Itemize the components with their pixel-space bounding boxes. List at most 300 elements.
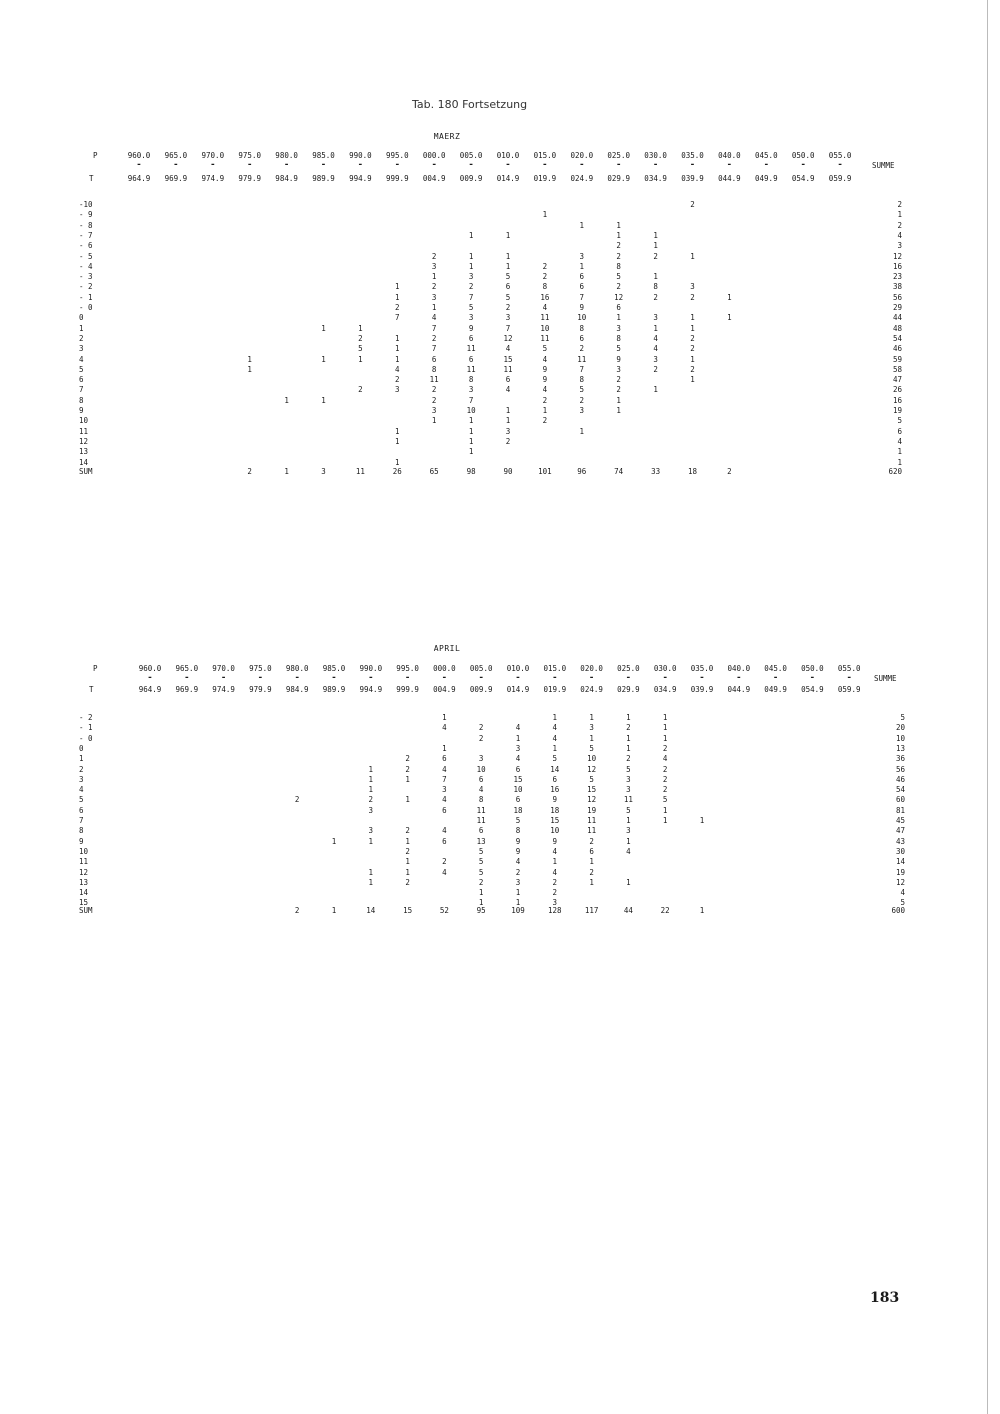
- count-cell: 12: [614, 292, 624, 302]
- count-cell: 1: [431, 416, 437, 426]
- row-sum: 1: [897, 457, 902, 467]
- count-cell: 1: [690, 323, 695, 333]
- count-cell: 3: [442, 785, 447, 795]
- t-range-end: 979.9: [249, 685, 272, 694]
- count-cell: 1: [284, 395, 289, 405]
- row-sum: 14: [895, 857, 905, 867]
- summe-header: SUMME: [872, 161, 895, 170]
- count-cell: 1: [442, 713, 447, 722]
- count-cell: 4: [431, 313, 437, 323]
- count-cell: 10: [550, 826, 560, 836]
- count-cell: 1: [468, 447, 474, 457]
- count-cell: 7: [505, 323, 511, 333]
- count-cell: 11: [476, 805, 486, 815]
- p-range-start: 990.0: [359, 664, 383, 673]
- count-cell: 2: [405, 846, 410, 856]
- count-cell: 1: [690, 375, 695, 385]
- count-cell: 14: [550, 764, 560, 774]
- count-cell: 1: [405, 774, 410, 784]
- count-cell: 1: [468, 230, 474, 240]
- row-label: - 9: [79, 210, 93, 220]
- count-cell: 15: [550, 816, 560, 825]
- count-cell: 2: [662, 774, 668, 784]
- count-cell: 1: [368, 877, 374, 887]
- row-sum: 5: [897, 416, 902, 426]
- row-sum: 19: [895, 867, 905, 877]
- count-cell: 3: [552, 898, 558, 908]
- count-cell: 2: [690, 333, 695, 343]
- count-cell: 2: [405, 877, 410, 887]
- count-cell: 1: [405, 867, 410, 877]
- row-sum: 3: [897, 241, 902, 251]
- p-range-start: 000.0: [422, 151, 446, 160]
- count-cell: 1: [247, 354, 252, 364]
- count-cell: 3: [395, 385, 400, 395]
- count-cell: 2: [690, 200, 695, 209]
- range-dash: -: [368, 673, 374, 683]
- t-range-end: 044.9: [718, 174, 741, 183]
- t-range-end: 034.9: [653, 685, 677, 694]
- row-label: 7: [79, 816, 84, 825]
- table-caption: Tab. 180 Fortsetzung: [412, 98, 528, 111]
- count-cell: 1: [442, 743, 447, 753]
- row-sum: 16: [892, 261, 902, 271]
- count-cell: 1: [616, 406, 621, 415]
- count-cell: 2: [505, 303, 511, 312]
- t-range-end: 974.9: [212, 685, 235, 694]
- count-cell: 2: [442, 857, 447, 867]
- row-label: 14: [79, 457, 89, 467]
- count-cell: 4: [515, 723, 521, 733]
- column-sum: 26: [392, 467, 402, 476]
- t-range-end: 974.9: [201, 174, 225, 183]
- count-cell: 1: [727, 313, 732, 323]
- p-range-start: 995.0: [396, 664, 419, 673]
- range-dash: -: [441, 673, 448, 683]
- count-cell: 1: [653, 323, 658, 333]
- count-cell: 6: [579, 282, 585, 292]
- row-sum: 54: [892, 333, 902, 343]
- count-cell: 6: [442, 805, 447, 815]
- t-range-end: 019.9: [543, 685, 567, 694]
- range-dash: -: [478, 673, 484, 683]
- count-cell: 4: [542, 303, 548, 312]
- p-range-start: 030.0: [644, 151, 667, 160]
- t-range-end: 989.9: [312, 174, 335, 183]
- count-cell: 12: [587, 795, 597, 805]
- p-range-start: 985.0: [312, 151, 335, 160]
- count-cell: 1: [727, 292, 732, 302]
- row-label: - 4: [79, 261, 93, 271]
- count-cell: 1: [653, 385, 658, 395]
- p-range-start: 995.0: [386, 151, 409, 160]
- p-range-start: 990.0: [349, 151, 372, 160]
- range-dash: -: [136, 160, 142, 170]
- count-cell: 1: [626, 743, 631, 753]
- row-label: - 7: [79, 230, 93, 240]
- count-cell: 9: [616, 354, 621, 364]
- count-cell: 11: [476, 816, 486, 825]
- count-cell: 1: [247, 364, 252, 374]
- row-sum: 1: [897, 447, 902, 457]
- row-sum: 81: [895, 805, 905, 815]
- count-cell: 1: [468, 416, 474, 426]
- p-range-start: 035.0: [690, 664, 714, 673]
- count-cell: 2: [358, 385, 363, 395]
- t-range-end: 014.9: [496, 174, 520, 183]
- row-label: - 8: [79, 220, 93, 230]
- t-range-end: 029.9: [607, 174, 630, 183]
- p-range-start: 980.0: [285, 664, 309, 673]
- t-range-end: 059.9: [837, 685, 861, 694]
- count-cell: 3: [468, 272, 474, 282]
- count-cell: 2: [616, 385, 621, 395]
- count-cell: 1: [321, 323, 326, 333]
- count-cell: 1: [395, 354, 400, 364]
- count-cell: 1: [552, 713, 558, 722]
- count-cell: 2: [662, 785, 668, 795]
- count-cell: 3: [468, 313, 474, 323]
- count-cell: 1: [505, 251, 511, 261]
- count-cell: 11: [540, 313, 550, 323]
- count-cell: 2: [431, 251, 437, 261]
- t-range-end: 964.9: [138, 685, 162, 694]
- row-sum: 48: [892, 323, 902, 333]
- count-cell: 6: [442, 754, 447, 764]
- p-range-start: 005.0: [459, 151, 483, 160]
- count-cell: 1: [405, 857, 410, 867]
- range-dash: -: [147, 673, 153, 683]
- count-cell: 1: [331, 836, 337, 846]
- count-cell: 4: [542, 354, 548, 364]
- p-range-start: 025.0: [617, 664, 640, 673]
- row-sum: 26: [892, 385, 902, 395]
- count-cell: 4: [505, 385, 511, 395]
- t-range-end: 999.9: [386, 174, 409, 183]
- column-sum: 90: [503, 467, 513, 476]
- row-sum: 5: [900, 898, 905, 908]
- count-cell: 12: [587, 764, 597, 774]
- range-dash: -: [736, 673, 742, 683]
- count-cell: 2: [616, 282, 621, 292]
- row-sum: 12: [895, 877, 905, 887]
- count-cell: 2: [505, 436, 511, 446]
- row-sum: 44: [892, 313, 902, 323]
- row-sum: 13: [895, 743, 905, 753]
- p-range-start: 975.0: [238, 151, 261, 160]
- column-sum: 44: [623, 906, 633, 915]
- count-cell: 10: [513, 785, 523, 795]
- column-sum: 22: [660, 906, 670, 915]
- count-cell: 5: [358, 344, 363, 354]
- range-dash: -: [357, 160, 364, 170]
- count-cell: 8: [616, 261, 621, 271]
- count-cell: 4: [515, 754, 521, 764]
- row-sum: 2: [897, 200, 902, 209]
- count-cell: 2: [662, 743, 668, 753]
- column-sum: 101: [538, 467, 552, 476]
- count-cell: 3: [468, 385, 474, 395]
- count-cell: 1: [662, 733, 668, 743]
- p-range-start: 015.0: [543, 664, 567, 673]
- count-cell: 6: [552, 774, 558, 784]
- row-label: - 0: [79, 303, 93, 312]
- row-sum: 4: [900, 888, 905, 898]
- count-cell: 1: [616, 230, 621, 240]
- t-range-end: 994.9: [349, 174, 372, 183]
- range-dash: -: [468, 160, 474, 170]
- count-cell: 6: [515, 764, 521, 774]
- count-cell: 3: [431, 261, 437, 271]
- range-dash: -: [320, 160, 327, 170]
- count-cell: 1: [662, 805, 668, 815]
- t-range-end: 054.9: [801, 685, 824, 694]
- count-cell: 8: [616, 333, 621, 343]
- grand-total: 620: [888, 467, 902, 476]
- count-cell: 2: [579, 344, 585, 354]
- count-cell: 11: [577, 354, 587, 364]
- count-cell: 6: [616, 303, 621, 312]
- count-cell: 2: [579, 395, 585, 405]
- count-cell: 1: [662, 713, 668, 722]
- count-cell: 5: [478, 857, 484, 867]
- count-cell: 7: [579, 364, 585, 374]
- row-sum: 45: [895, 816, 905, 825]
- count-cell: 6: [468, 333, 474, 343]
- count-cell: 3: [690, 282, 695, 292]
- p-range-start: 000.0: [433, 664, 456, 673]
- count-cell: 11: [429, 375, 439, 385]
- t-range-end: 009.9: [459, 174, 483, 183]
- count-cell: 2: [589, 836, 594, 846]
- count-cell: 1: [321, 354, 326, 364]
- row-sum: 10: [895, 733, 905, 743]
- count-cell: 4: [442, 826, 447, 836]
- count-cell: 7: [431, 344, 437, 354]
- count-cell: 3: [505, 426, 511, 436]
- row-sum: 60: [895, 795, 905, 805]
- row-sum: 2: [897, 220, 902, 230]
- count-cell: 5: [626, 764, 631, 774]
- row-label: 0: [79, 743, 84, 753]
- count-cell: 3: [626, 785, 631, 795]
- count-cell: 9: [515, 836, 521, 846]
- count-cell: 6: [505, 282, 511, 292]
- count-cell: 9: [552, 836, 558, 846]
- count-cell: 8: [431, 364, 437, 374]
- count-cell: 5: [542, 344, 548, 354]
- t-range-end: 969.9: [175, 685, 199, 694]
- row-sum: 12: [892, 251, 902, 261]
- count-cell: 1: [405, 836, 410, 846]
- count-cell: 2: [626, 723, 631, 733]
- count-cell: 15: [513, 774, 523, 784]
- count-cell: 1: [431, 303, 437, 312]
- t-range-end: 004.9: [422, 174, 446, 183]
- t-range-end: 024.9: [580, 685, 603, 694]
- count-cell: 2: [552, 877, 558, 887]
- count-cell: 5: [579, 385, 585, 395]
- row-sum: 58: [892, 364, 902, 374]
- column-sum: 33: [651, 467, 661, 476]
- count-cell: 2: [431, 333, 437, 343]
- row-label: 8: [79, 826, 84, 836]
- count-cell: 1: [468, 261, 474, 271]
- count-cell: 5: [662, 795, 668, 805]
- count-cell: 8: [653, 282, 658, 292]
- row-sum: 29: [892, 303, 902, 312]
- t-range-end: 999.9: [396, 685, 419, 694]
- count-cell: 6: [589, 846, 594, 856]
- count-cell: 4: [442, 723, 447, 733]
- count-cell: 4: [653, 344, 658, 354]
- count-cell: 1: [589, 877, 594, 887]
- count-cell: 15: [587, 785, 597, 795]
- range-dash: -: [210, 160, 216, 170]
- count-cell: 1: [368, 764, 374, 774]
- row-sum: 56: [892, 292, 902, 302]
- row-sum: 38: [892, 282, 902, 292]
- row-label: - 2: [79, 713, 93, 722]
- count-cell: 1: [589, 713, 594, 722]
- p-range-start: 030.0: [653, 664, 677, 673]
- row-label: 3: [79, 774, 84, 784]
- count-cell: 8: [478, 795, 484, 805]
- column-sum: 96: [577, 467, 587, 476]
- row-label: - 1: [79, 292, 93, 302]
- range-dash: -: [588, 673, 595, 683]
- row-sum: 19: [892, 406, 902, 415]
- count-cell: 4: [442, 764, 447, 774]
- row-label: 13: [79, 447, 89, 457]
- count-cell: 8: [515, 826, 521, 836]
- row-label: 2: [79, 764, 84, 774]
- range-dash: -: [404, 673, 411, 683]
- count-cell: 1: [515, 888, 521, 898]
- count-cell: 3: [368, 805, 374, 815]
- count-cell: 2: [616, 375, 621, 385]
- count-cell: 11: [466, 364, 476, 374]
- range-dash: -: [772, 673, 779, 683]
- p-range-start: 975.0: [249, 664, 272, 673]
- row-label: 6: [79, 805, 84, 815]
- count-cell: 1: [478, 888, 484, 898]
- range-dash: -: [257, 673, 264, 683]
- t-range-end: 984.9: [285, 685, 309, 694]
- row-label: 12: [79, 867, 89, 877]
- p-range-start: 025.0: [607, 151, 630, 160]
- p-range-start: 055.0: [837, 664, 861, 673]
- count-cell: 3: [515, 877, 521, 887]
- count-cell: 1: [579, 261, 585, 271]
- count-cell: 1: [616, 395, 621, 405]
- count-cell: 3: [626, 774, 631, 784]
- count-cell: 1: [468, 251, 474, 261]
- p-range-start: 005.0: [469, 664, 493, 673]
- grand-total: 600: [891, 906, 905, 915]
- count-cell: 2: [653, 364, 658, 374]
- count-cell: 11: [466, 344, 476, 354]
- row-sum: 1: [897, 210, 902, 220]
- count-cell: 11: [587, 816, 597, 825]
- count-cell: 4: [442, 867, 447, 877]
- t-range-end: 994.9: [359, 685, 383, 694]
- count-cell: 2: [616, 251, 621, 261]
- row-sum: 30: [895, 846, 905, 856]
- count-cell: 1: [589, 733, 594, 743]
- count-cell: 1: [468, 426, 474, 436]
- count-cell: 19: [587, 805, 597, 815]
- count-cell: 4: [552, 723, 558, 733]
- count-cell: 6: [579, 272, 585, 282]
- count-cell: 18: [550, 805, 560, 815]
- row-label: - 6: [79, 241, 93, 251]
- count-cell: 1: [505, 406, 511, 415]
- row-sum: 4: [897, 230, 902, 240]
- range-dash: -: [579, 160, 585, 170]
- row-label: 4: [79, 785, 84, 795]
- month-title: APRIL: [433, 644, 461, 653]
- count-cell: 2: [515, 867, 521, 877]
- count-cell: 2: [690, 292, 695, 302]
- count-cell: 4: [552, 867, 558, 877]
- count-cell: 7: [431, 323, 437, 333]
- count-cell: 2: [405, 764, 410, 774]
- range-dash: -: [726, 160, 733, 170]
- count-cell: 5: [616, 272, 621, 282]
- range-dash: -: [837, 160, 843, 170]
- p-range-start: 050.0: [801, 664, 824, 673]
- count-cell: 6: [431, 354, 437, 364]
- count-cell: 5: [589, 774, 594, 784]
- row-label: 11: [79, 426, 89, 436]
- count-cell: 7: [468, 292, 474, 302]
- count-cell: 1: [616, 313, 621, 323]
- count-cell: 1: [505, 230, 511, 240]
- row-label: - 2: [79, 282, 93, 292]
- row-sum: 20: [895, 723, 905, 733]
- p-range-start: 970.0: [201, 151, 225, 160]
- count-cell: 1: [589, 857, 594, 867]
- count-cell: 9: [552, 795, 558, 805]
- count-cell: 16: [540, 292, 550, 302]
- p-range-start: 050.0: [791, 151, 815, 160]
- count-cell: 3: [653, 354, 658, 364]
- row-sum: 54: [895, 785, 905, 795]
- t-axis-label: T: [89, 174, 94, 183]
- p-range-start: 045.0: [755, 151, 778, 160]
- range-dash: -: [689, 160, 696, 170]
- column-sum: 2: [727, 467, 732, 476]
- range-dash: -: [652, 160, 659, 170]
- row-label: 9: [79, 406, 84, 415]
- t-range-end: 039.9: [681, 174, 704, 183]
- count-cell: 1: [690, 313, 695, 323]
- count-cell: 1: [626, 816, 631, 825]
- count-cell: 5: [515, 816, 521, 825]
- count-cell: 3: [616, 364, 621, 374]
- p-range-start: 960.0: [127, 151, 151, 160]
- count-cell: 1: [368, 774, 374, 784]
- row-label: 6: [79, 375, 84, 385]
- count-cell: 1: [395, 457, 400, 467]
- count-cell: 2: [542, 261, 548, 271]
- count-cell: 10: [476, 764, 486, 774]
- row-sum: 59: [892, 354, 902, 364]
- count-cell: 3: [431, 292, 437, 302]
- count-cell: 7: [468, 395, 474, 405]
- count-cell: 1: [478, 898, 484, 908]
